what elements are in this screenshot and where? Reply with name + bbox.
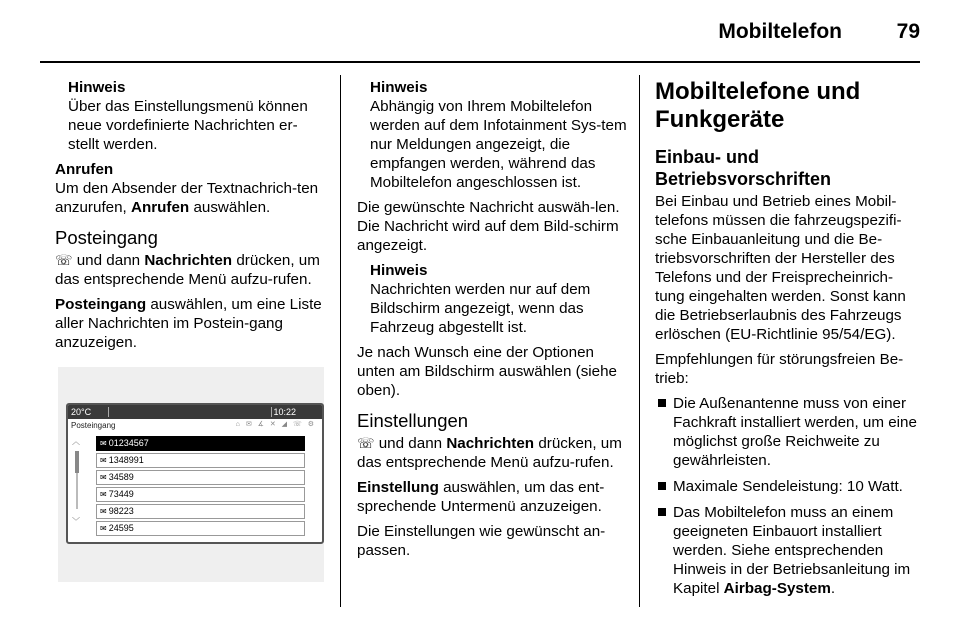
text: drücken, um das entsprechende Menü aufzu-rufen. (357, 435, 622, 471)
list-item-text: Maximale Sendeleistung: 10 Watt. (673, 478, 903, 495)
paragraph: Je nach Wunsch eine der Optionen unten am Bildschirm auswählen (siehe oben). (357, 344, 618, 399)
message-list (96, 436, 305, 538)
note-heading: Hinweis (370, 262, 428, 279)
section-subtitle: Einbau- und Betriebsvorschriften (655, 147, 832, 189)
bullet-icon (658, 482, 666, 490)
recommendation-list (655, 394, 921, 598)
airbag-keyword: Airbag-System (723, 580, 831, 597)
einstellungen-heading: Einstellungen (357, 410, 469, 431)
einstellungen-paragraph-2 (357, 478, 629, 516)
message-sender: 24595 (108, 523, 134, 533)
posteingang-heading: Posteingang (55, 227, 158, 248)
nachrichten-keyword: Nachrichten (144, 252, 233, 269)
note-heading: Hinweis (68, 79, 126, 96)
temperature: 20°C (71, 407, 92, 417)
section-title: Mobiltelefone und Funkgeräte (655, 78, 861, 133)
page-header-title: Mobiltelefon (718, 20, 842, 43)
posteingang-paragraph-2 (55, 295, 327, 352)
list-item-text: Das Mobiltelefon muss an einem geeigneten Einbauort installiert werden. Siehe entsprechenden Hinweis in der Betriebsanleitung im Kapitel (673, 504, 911, 597)
einstellung-keyword: Einstellung (357, 479, 439, 496)
posteingang-keyword: Posteingang (55, 296, 147, 313)
status-divider (108, 407, 109, 417)
text: auswählen, um eine Liste aller Nachrichten im Postein-gang anzuzeigen. (55, 296, 322, 351)
message-row[interactable] (96, 487, 305, 502)
status-icons: ⌂ ✉ ∡ ✕ ◢ ☏ ⚙ (235, 421, 316, 428)
column-2 (357, 78, 629, 566)
nachrichten-keyword: Nachrichten (446, 435, 535, 452)
scroll-down-icon[interactable]: ﹀ (72, 517, 80, 526)
text: und dann (374, 435, 447, 452)
message-icon: ✉ (100, 524, 107, 533)
phone-icon: ☏ (357, 435, 375, 451)
message-icon: ✉ (100, 473, 107, 482)
column-3 (655, 78, 921, 605)
text: und dann (72, 252, 145, 269)
column-divider-2 (639, 75, 640, 607)
page-number: 79 (896, 20, 920, 43)
note-text: Nachrichten werden nur auf dem Bildschirm angezeigt, wenn das Fahrzeug abgestellt ist. (370, 281, 591, 336)
message-sender: 01234567 (108, 438, 149, 448)
paragraph: Bei Einbau und Betrieb eines Mobil-telefons müssen die fahrzeugspezifi-sche Einbauanleitung und die Be-triebsvorschriften der Hersteller des Telefons und der Freisprecheinrich-tung eingehalten werden. Sonst kann die Betriebserlaubnis des Fahrzeugs erlöschen (EU-Richtlinie 95/54/EG). (655, 193, 906, 343)
message-icon: ✉ (100, 490, 107, 499)
message-sender: 1348991 (108, 455, 144, 465)
einstellungen-paragraph-1 (357, 434, 629, 472)
note-box (55, 78, 327, 154)
header-rule (40, 61, 920, 63)
scroll-thumb[interactable] (75, 451, 79, 473)
list-item-text: Die Außenantenne muss von einer Fachkraft installiert werden, um eine möglichst große Reichweite zu gewährleisten. (673, 395, 917, 469)
message-row[interactable] (96, 521, 305, 536)
status-bar (68, 405, 322, 419)
bullet-icon (658, 508, 666, 516)
anrufen-heading: Anrufen (55, 161, 114, 178)
note-text: Abhängig von Ihrem Mobiltelefon werden auf dem Infotainment Sys-tem nur Meldungen angezeigt, die empfangen werden, während das Mobiltelefon angeschlossen ist. (370, 98, 627, 191)
note-box (357, 78, 629, 192)
paragraph: Die gewünschte Nachricht auswäh-len. Die Nachricht wird auf dem Bild-schirm angezeigt. (357, 199, 620, 254)
scroll-up-icon[interactable]: ︿ (72, 437, 80, 446)
screen-title: Posteingang (71, 421, 116, 430)
text: drücken, um das entsprechende Menü aufzu-rufen. (55, 252, 320, 288)
column-1 (55, 78, 327, 358)
message-icon: ✉ (100, 507, 107, 516)
message-sender: 98223 (108, 506, 134, 516)
message-row[interactable] (96, 504, 305, 519)
list-item (655, 394, 921, 470)
message-row[interactable] (96, 436, 305, 451)
message-row[interactable] (96, 453, 305, 468)
list-item (655, 477, 921, 496)
message-icon: ✉ (100, 439, 107, 448)
list-item (655, 503, 921, 598)
status-divider (271, 407, 272, 417)
clock: 10:22 (273, 407, 296, 417)
bullet-icon (658, 399, 666, 407)
anrufen-text: Um den Absender der Textnachrich-ten anzurufen, (55, 180, 319, 216)
paragraph: Empfehlungen für störungsfreien Be-trieb: (655, 351, 904, 387)
paragraph: Die Einstellungen wie gewünscht an-passen. (357, 523, 606, 559)
list-item-text-end: . (830, 580, 836, 597)
posteingang-paragraph-1 (55, 251, 327, 289)
column-divider-1 (340, 75, 341, 607)
message-icon: ✉ (100, 456, 107, 465)
infotainment-screenshot (58, 367, 324, 582)
phone-icon: ☏ (55, 252, 73, 268)
note-box (357, 261, 629, 337)
infotainment-screen (66, 403, 324, 544)
anrufen-text-end: auswählen. (189, 199, 271, 216)
message-sender: 34589 (108, 472, 134, 482)
text: auswählen, um das ent-sprechende Untermenü anzuzeigen. (357, 479, 605, 515)
anrufen-keyword: Anrufen (131, 199, 190, 216)
anrufen-paragraph (55, 160, 327, 217)
message-sender: 73449 (108, 489, 134, 499)
message-row[interactable] (96, 470, 305, 485)
note-heading: Hinweis (370, 79, 428, 96)
note-text: Über das Einstellungsmenü können neue vordefinierte Nachrichten er-stellt werden. (68, 98, 308, 153)
